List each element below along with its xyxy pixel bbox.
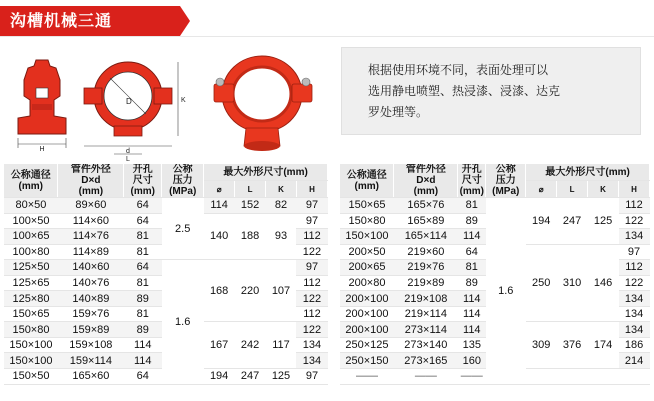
col-k: K	[588, 181, 619, 198]
cell-dia: 250	[526, 244, 557, 322]
table-row	[4, 198, 328, 214]
cell-hole-size: 114	[458, 291, 486, 307]
cell-h: 97	[296, 369, 327, 385]
col-k: K	[266, 181, 297, 198]
cell-h: 134	[619, 306, 650, 322]
cell-h: 122	[296, 244, 327, 260]
cell-nominal: 200×65	[340, 260, 394, 276]
cell-hole-size: 64	[458, 244, 486, 260]
cell-k: 93	[266, 213, 297, 260]
cell-k: 82	[266, 198, 297, 214]
cell-outer-diameter: 165×114	[394, 229, 458, 245]
col-nominal: 公称通径 (mm)	[340, 164, 394, 198]
cell-outer-diameter: 219×76	[394, 260, 458, 276]
cell-outer-diameter: 273×165	[394, 353, 458, 369]
cell-nominal: 125×50	[4, 260, 58, 276]
cell-outer-diameter: 273×114	[394, 322, 458, 338]
cell-h	[619, 369, 650, 385]
cell-outer-diameter: 114×76	[58, 229, 124, 245]
cell-outer-diameter: 165×89	[394, 213, 458, 229]
col-outer-diameter: 管件外径 D×d (mm)	[394, 164, 458, 198]
note-line-3: 罗处理等。	[368, 105, 429, 119]
cell-h: 122	[619, 275, 650, 291]
cell-outer-diameter: 140×76	[58, 275, 124, 291]
col-h: H	[619, 181, 650, 198]
dim-label-h: H	[39, 146, 45, 152]
cell-hole-size: ——	[458, 369, 486, 385]
cell-outer-diameter: ——	[394, 369, 458, 385]
cell-outer-diameter: 140×89	[58, 291, 124, 307]
cell-h: 214	[619, 353, 650, 369]
cell-nominal: 80×50	[4, 198, 58, 214]
cell-hole-size: 81	[458, 260, 486, 276]
cell-k	[588, 369, 619, 385]
cell-h: 97	[296, 198, 327, 214]
cell-h: 134	[619, 291, 650, 307]
cell-nominal: ——	[340, 369, 394, 385]
cell-nominal: 200×100	[340, 291, 394, 307]
cell-hole-size: 64	[124, 369, 162, 385]
cell-nominal: 150×80	[4, 322, 58, 338]
dim-label-d-small: d	[126, 148, 130, 155]
table-row	[340, 198, 650, 214]
cell-outer-diameter: 114×89	[58, 244, 124, 260]
col-l: L	[235, 181, 266, 198]
cell-h: 186	[619, 337, 650, 353]
front-view-drawing	[80, 52, 190, 162]
col-hole-size: 开孔 尺寸 (mm)	[124, 164, 162, 198]
cell-k: 125	[266, 369, 297, 385]
cell-outer-diameter: 219×89	[394, 275, 458, 291]
cell-h: 134	[296, 353, 327, 369]
cell-nominal: 250×125	[340, 337, 394, 353]
cell-hole-size: 114	[458, 322, 486, 338]
col-l: L	[557, 181, 588, 198]
cell-k: 174	[588, 322, 619, 369]
cell-nominal: 150×80	[340, 213, 394, 229]
cell-dia: 194	[204, 369, 235, 385]
cell-hole-size: 64	[124, 213, 162, 229]
note-line-1: 根据使用环境不同，表面处理可以	[368, 63, 549, 77]
cell-nominal: 150×65	[340, 198, 394, 214]
dim-label-k: K	[181, 97, 186, 104]
col-h: H	[296, 181, 327, 198]
cell-nominal: 200×50	[340, 244, 394, 260]
cell-pressure: 1.6	[162, 260, 204, 384]
cell-outer-diameter: 159×108	[58, 337, 124, 353]
col-diameter: ⌀	[204, 181, 235, 198]
cell-k: 125	[588, 198, 619, 245]
cell-nominal: 150×100	[4, 353, 58, 369]
cell-l: 188	[235, 213, 266, 260]
cell-dia	[526, 369, 557, 385]
cell-pressure: 1.6	[486, 198, 526, 385]
cell-hole-size: 135	[458, 337, 486, 353]
cell-l: 152	[235, 198, 266, 214]
cell-hole-size: 81	[458, 198, 486, 214]
col-max-dimension: 最大外形尺寸(mm)	[204, 164, 328, 181]
cell-l: 247	[235, 369, 266, 385]
cell-nominal: 100×80	[4, 244, 58, 260]
cell-nominal: 200×100	[340, 322, 394, 338]
col-hole-size: 开孔 尺寸 (mm)	[459, 164, 485, 197]
cell-k: 146	[588, 244, 619, 322]
cell-h: 122	[619, 213, 650, 229]
table-row	[4, 260, 328, 276]
cell-dia: 194	[526, 198, 557, 245]
cell-outer-diameter: 219×114	[394, 306, 458, 322]
col-max-dimension: 最大外形尺寸(mm)	[526, 164, 650, 181]
cell-hole-size: 114	[124, 353, 162, 369]
cell-h: 112	[296, 306, 327, 322]
cell-nominal: 250×150	[340, 353, 394, 369]
cell-l: 220	[235, 260, 266, 322]
cell-outer-diameter: 159×89	[58, 322, 124, 338]
cell-hole-size: 64	[124, 198, 162, 214]
cell-dia: 167	[204, 322, 235, 369]
col-pressure: 公称 压力 (MPa)	[486, 164, 526, 198]
cell-outer-diameter: 219×60	[394, 244, 458, 260]
cell-h: 134	[296, 337, 327, 353]
side-view-drawing	[8, 52, 74, 152]
cell-dia: 140	[204, 213, 235, 260]
cell-h: 97	[296, 213, 327, 229]
product-photo	[210, 50, 322, 154]
cell-outer-diameter: 159×114	[58, 353, 124, 369]
cell-h: 122	[296, 291, 327, 307]
cell-dia: 168	[204, 260, 235, 322]
cell-nominal: 125×80	[4, 291, 58, 307]
cell-pressure: 2.5	[162, 198, 204, 260]
cell-l: 376	[557, 322, 588, 369]
cell-nominal: 150×100	[340, 229, 394, 245]
note-line-2: 选用静电喷塑、热浸漆、浸漆、达克	[368, 84, 561, 98]
cell-hole-size: 89	[124, 322, 162, 338]
cell-nominal: 150×65	[4, 306, 58, 322]
cell-l: 247	[557, 198, 588, 245]
cell-hole-size: 64	[124, 260, 162, 276]
col-diameter: ⌀	[526, 181, 557, 198]
cell-outer-diameter: 114×60	[58, 213, 124, 229]
cell-h: 112	[619, 260, 650, 276]
cell-h: 112	[619, 198, 650, 214]
cell-h: 97	[296, 260, 327, 276]
col-outer-diameter: 管件外径 D×d (mm)	[58, 164, 124, 198]
cell-outer-diameter: 219×108	[394, 291, 458, 307]
cell-dia: 114	[204, 198, 235, 214]
cell-hole-size: 89	[458, 213, 486, 229]
dim-label-l: L	[126, 156, 130, 162]
cell-nominal: 100×50	[4, 213, 58, 229]
cell-k: 107	[266, 260, 297, 322]
cell-dia: 309	[526, 322, 557, 369]
cell-hole-size: 114	[458, 306, 486, 322]
cell-l	[557, 369, 588, 385]
cell-outer-diameter: 165×76	[394, 198, 458, 214]
cell-h: 134	[619, 322, 650, 338]
cell-hole-size: 89	[124, 291, 162, 307]
cell-h: 134	[619, 229, 650, 245]
col-nominal: 公称通径 (mm)	[4, 164, 58, 198]
spec-table-left	[4, 164, 328, 385]
cell-l: 310	[557, 244, 588, 322]
page-title: 沟槽机械三通	[0, 6, 180, 36]
cell-outer-diameter: 165×60	[58, 369, 124, 385]
cell-outer-diameter: 159×76	[58, 306, 124, 322]
title-divider	[0, 36, 654, 37]
cell-nominal: 200×80	[340, 275, 394, 291]
cell-nominal: 150×100	[4, 337, 58, 353]
cell-nominal: 125×65	[4, 275, 58, 291]
cell-hole-size: 81	[124, 229, 162, 245]
cell-hole-size: 89	[458, 275, 486, 291]
cell-k: 117	[266, 322, 297, 369]
cell-hole-size: 81	[124, 275, 162, 291]
cell-outer-diameter: 273×140	[394, 337, 458, 353]
dim-label-d-large: D	[126, 97, 132, 106]
cell-h: 97	[619, 244, 650, 260]
cell-hole-size: 114	[124, 337, 162, 353]
cell-h: 122	[296, 322, 327, 338]
cell-hole-size: 160	[458, 353, 486, 369]
cell-nominal: 150×50	[4, 369, 58, 385]
spec-table-right	[340, 164, 650, 385]
cell-nominal: 200×100	[340, 306, 394, 322]
cell-h: 112	[296, 229, 327, 245]
cell-hole-size: 81	[124, 244, 162, 260]
col-pressure: 公称 压力 (MPa)	[162, 164, 204, 198]
cell-outer-diameter: 89×60	[58, 198, 124, 214]
cell-h: 112	[296, 275, 327, 291]
cell-hole-size: 81	[124, 306, 162, 322]
cell-hole-size: 114	[458, 229, 486, 245]
cell-l: 242	[235, 322, 266, 369]
surface-treatment-note	[341, 47, 641, 135]
cell-outer-diameter: 140×60	[58, 260, 124, 276]
cell-nominal: 100×65	[4, 229, 58, 245]
